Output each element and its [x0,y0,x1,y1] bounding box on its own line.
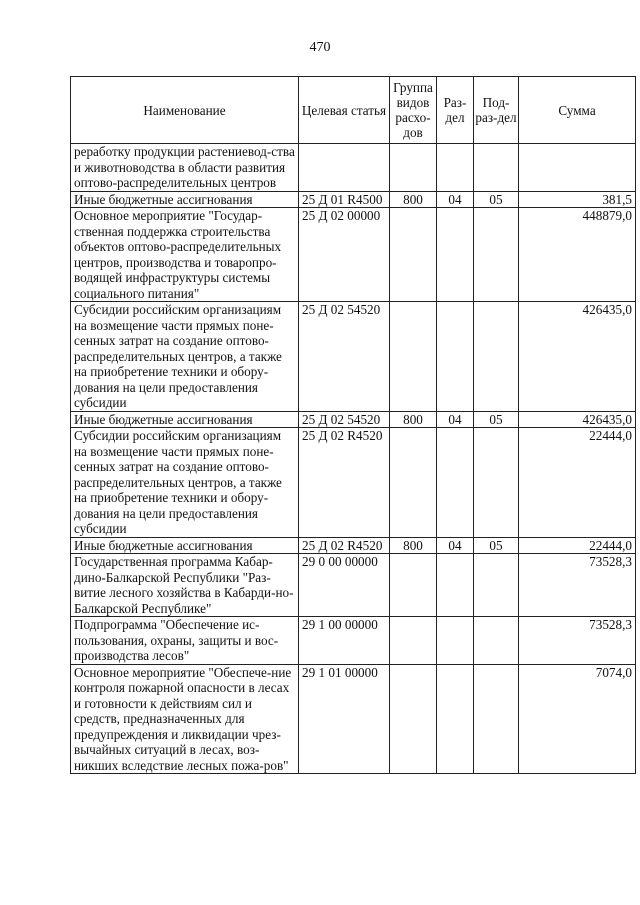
cell-name: Основное мероприятие "Обеспече-ние контроля пожарной опасности в лесах и готовности к действиям сил и средств, предназначенных для предупреждения и ликвидации чрез-вычайных ситуаций в лесах, воз-никших вследствие лесных пожа-ров" [71,664,299,774]
cell-sum: 73528,3 [519,554,636,617]
table-row [71,302,636,412]
cell-sum [519,144,636,192]
cell-target: 29 1 00 00000 [299,617,390,665]
cell-section: 04 [437,191,474,208]
cell-name: Иные бюджетные ассигнования [71,191,299,208]
cell-subsection [474,428,519,538]
table-row [71,554,636,617]
budget-table [70,76,636,774]
cell-group: 800 [390,411,437,428]
cell-subsection: 05 [474,537,519,554]
header-section: Раз-дел [437,77,474,144]
page-number: 470 [309,40,331,55]
cell-section [437,617,474,665]
cell-target: 29 0 00 00000 [299,554,390,617]
cell-subsection [474,144,519,192]
header-group: Группа видов расхо-дов [390,77,437,144]
cell-section: 04 [437,411,474,428]
cell-subsection [474,554,519,617]
cell-group [390,554,437,617]
cell-target: 29 1 01 00000 [299,664,390,774]
table-row [71,664,636,774]
cell-target [299,144,390,192]
cell-subsection [474,617,519,665]
table-row [71,428,636,538]
cell-target: 25 Д 01 R4500 [299,191,390,208]
table-row [71,617,636,665]
cell-name: Подпрограмма "Обеспечение ис-пользования, охраны, защиты и вос-производства лесов" [71,617,299,665]
cell-sum: 22444,0 [519,537,636,554]
cell-target: 25 Д 02 R4520 [299,537,390,554]
cell-target: 25 Д 02 R4520 [299,428,390,538]
cell-subsection [474,664,519,774]
cell-section: 04 [437,537,474,554]
cell-group: 800 [390,191,437,208]
cell-name: Субсидии российским организациям на возмещение части прямых поне-сенных затрат на создание оптово-распределительных центров, а также на приобретение техники и обору-дования на цели предоставления субсидии [71,302,299,412]
cell-subsection [474,302,519,412]
cell-sum: 426435,0 [519,411,636,428]
cell-name: реработку продукции растениевод-ства и животноводства в области развития оптово-распределительных центров [71,144,299,192]
cell-group [390,664,437,774]
cell-name: Иные бюджетные ассигнования [71,411,299,428]
cell-sum: 22444,0 [519,428,636,538]
cell-sum: 381,5 [519,191,636,208]
cell-section [437,302,474,412]
cell-target: 25 Д 02 54520 [299,302,390,412]
table-header-row [71,77,636,144]
table-row [71,144,636,192]
cell-name: Государственная программа Кабар-дино-Балкарской Республики "Раз-витие лесного хозяйства в Кабарди-но-Балкарской Республике" [71,554,299,617]
cell-name: Иные бюджетные ассигнования [71,537,299,554]
cell-subsection: 05 [474,191,519,208]
cell-target: 25 Д 02 54520 [299,411,390,428]
header-subsection: Под-раз-дел [474,77,519,144]
header-target: Целевая статья [299,77,390,144]
cell-name: Субсидии российским организациям на возмещение части прямых поне-сенных затрат на создание оптово-распределительных центров, а также на приобретение техники и обору-дования на цели предоставления субсидии [71,428,299,538]
cell-group [390,144,437,192]
cell-subsection [474,208,519,302]
cell-group [390,208,437,302]
cell-group: 800 [390,537,437,554]
table-row [71,191,636,208]
cell-target: 25 Д 02 00000 [299,208,390,302]
table-row [71,411,636,428]
cell-group [390,302,437,412]
cell-section [437,554,474,617]
cell-sum: 448879,0 [519,208,636,302]
cell-section [437,208,474,302]
cell-sum: 7074,0 [519,664,636,774]
header-name: Наименование [71,77,299,144]
cell-group [390,428,437,538]
cell-group [390,617,437,665]
header-sum: Сумма [519,77,636,144]
cell-sum: 73528,3 [519,617,636,665]
cell-section [437,428,474,538]
cell-section [437,664,474,774]
table-row [71,537,636,554]
cell-name: Основное мероприятие "Государ-ственная поддержка строительства объектов оптово-распределительных центров, производства и товаропро-водящей инфраструктуры системы социального питания" [71,208,299,302]
cell-section [437,144,474,192]
table-row [71,208,636,302]
cell-subsection: 05 [474,411,519,428]
cell-sum: 426435,0 [519,302,636,412]
